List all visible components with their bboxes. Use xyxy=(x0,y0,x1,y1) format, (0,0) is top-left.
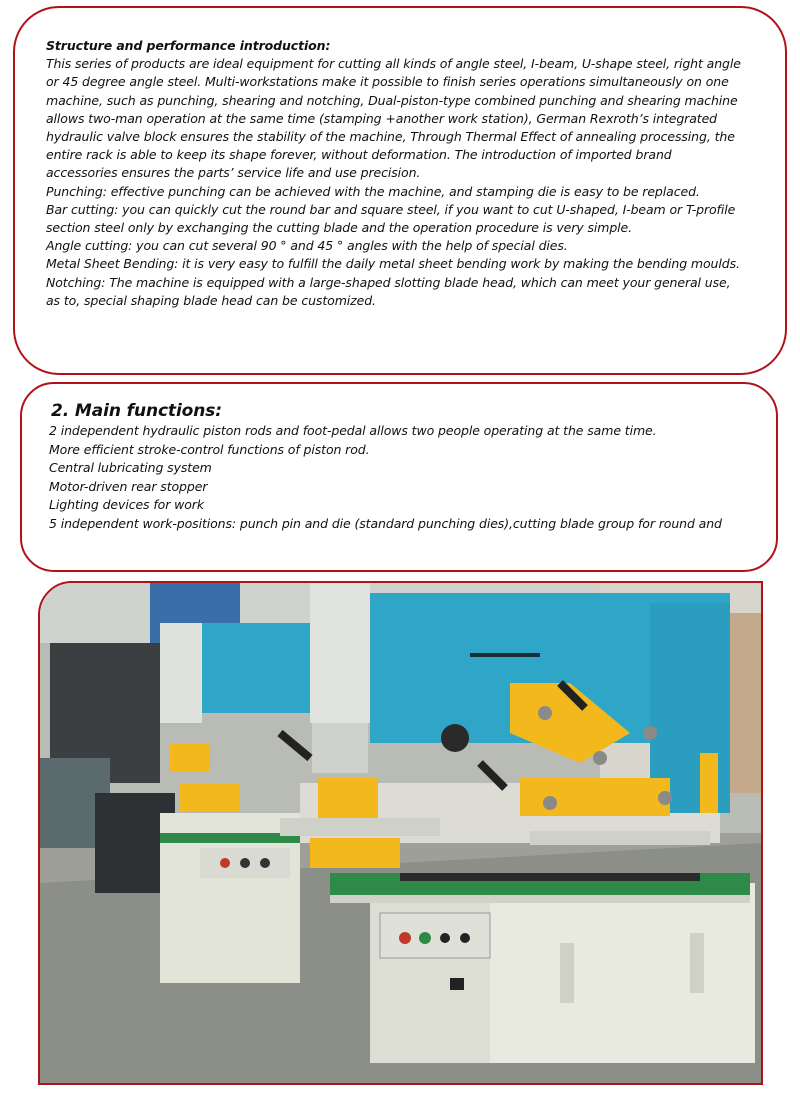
notching-line: Notching: The machine is equipped with a large-shaped slotting blade head, which can meet your general use, xyxy=(46,274,731,290)
intro-line: hydraulic valve block ensures the stability of the machine, Through Thermal Effect of annealing processing, the xyxy=(46,129,735,145)
bending-line: Metal Sheet Bending: it is very easy to fulfill the daily metal sheet bending work by making the bending moulds. xyxy=(46,256,740,272)
function-item: More efficient stroke-control functions of piston rod. xyxy=(49,441,370,457)
ironworker-machine-illustration xyxy=(40,583,761,1083)
functions-heading: 2. Main functions: xyxy=(51,401,222,421)
function-item: Lighting devices for work xyxy=(49,497,204,513)
notching-line: as to, special shaping blade head can be customized. xyxy=(46,292,376,308)
angle-cutting-line: Angle cutting: you can cut several 90 ° and 45 ° angles with the help of special dies. xyxy=(46,238,568,254)
intro-line: machine, such as punching, shearing and notching, Dual-piston-type combined punching and shearing machine xyxy=(46,92,738,108)
bar-cutting-line: Bar cutting: you can quickly cut the round bar and square steel, if you want to cut U-shaped, I-beam or T-profile xyxy=(46,201,736,217)
intro-line: allows two-man operation at the same time (stamping +another work station), German Rexroth’s integrated xyxy=(46,110,718,126)
intro-line: or 45 degree angle steel. Multi-workstations make it possible to finish series operations simultaneously on one xyxy=(46,74,729,90)
machine-photo xyxy=(38,581,763,1085)
main-functions-panel xyxy=(20,382,778,572)
bar-cutting-line: section steel only by exchanging the cutting blade and the operation procedure is very simple. xyxy=(46,220,633,236)
function-item: Motor-driven rear stopper xyxy=(49,478,208,494)
intro-panel xyxy=(13,6,787,375)
function-item: Central lubricating system xyxy=(49,460,212,476)
punching-line: Punching: effective punching can be achieved with the machine, and stamping die is easy to be replaced. xyxy=(46,183,700,199)
intro-line: This series of products are ideal equipment for cutting all kinds of angle steel, I-beam, U-shape steel, right angle xyxy=(46,56,741,72)
intro-line: entire rack is able to keep its shape forever, without deformation. The introduction of imported brand xyxy=(46,147,672,163)
intro-heading: Structure and performance introduction: xyxy=(46,38,331,53)
intro-line: accessories ensures the parts’ service life and use precision. xyxy=(46,165,421,181)
functions-text xyxy=(49,400,769,534)
function-item: 2 independent hydraulic piston rods and foot-pedal allows two people operating at the same time. xyxy=(49,423,657,438)
intro-text xyxy=(46,37,786,310)
function-item: 5 independent work-positions: punch pin and die (standard punching dies),cutting blade group for round and xyxy=(49,515,722,531)
